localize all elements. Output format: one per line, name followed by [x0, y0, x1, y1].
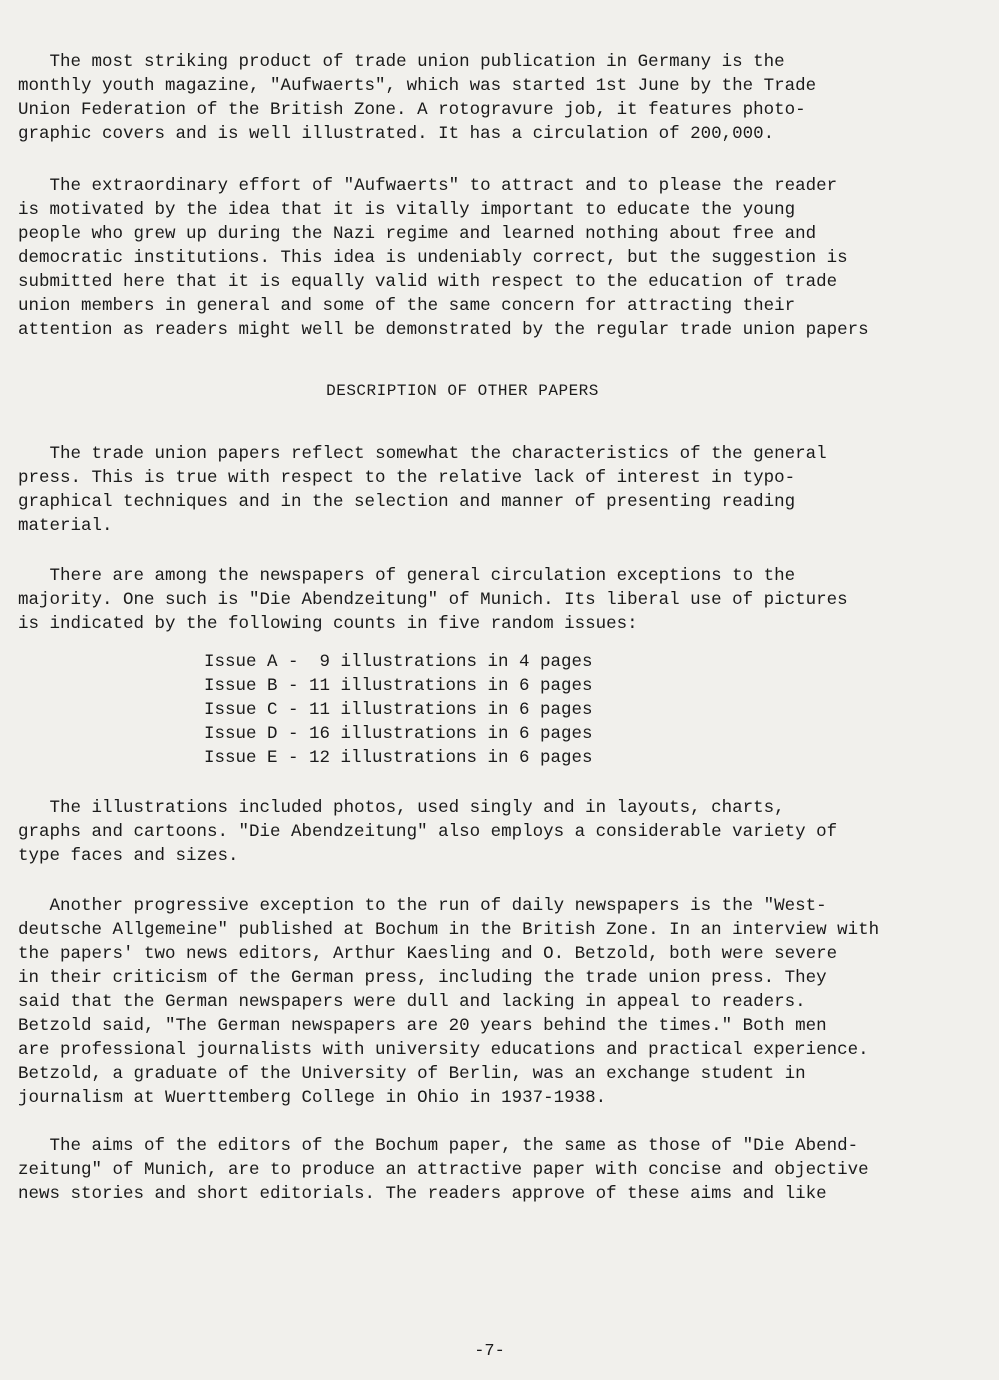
issue-list-item: Issue D - 16 illustrations in 6 pages — [204, 724, 593, 744]
paragraph-illustrations: The illustrations included photos, used singly and in layouts, charts, graphs and cartoons. "Die Abendzeitung" also employs a considerable variety of type faces and sizes. — [18, 798, 838, 866]
paragraph-bochum-aims: The aims of the editors of the Bochum paper, the same as those of "Die Abend- zeitung" of Munich, are to produce an attractive paper with concise and objective news stories and short editorials. The readers approve of these aims and like — [18, 1136, 869, 1204]
issue-list-item: Issue A - 9 illustrations in 4 pages — [204, 652, 593, 672]
page-number: -7- — [474, 1342, 505, 1361]
issue-list-item: Issue C - 11 illustrations in 6 pages — [204, 700, 593, 720]
paragraph-aufwaerts-intro: The most striking product of trade union publication in Germany is the monthly youth magazine, "Aufwaerts", which was started 1st June by the Trade Union Federation of the British Zone. A rotogravure job, it features photo- graphic covers and is well illustrated. It has a circulation of 200,000. — [18, 52, 817, 144]
issue-list-item: Issue E - 12 illustrations in 6 pages — [204, 748, 593, 768]
paragraph-trade-union-papers: The trade union papers reflect somewhat the characteristics of the general press. This is true with respect to the relative lack of interest in typo- graphical techniques and in the selection and manner of presenting reading material. — [18, 444, 827, 536]
issue-list-item: Issue B - 11 illustrations in 6 pages — [204, 676, 593, 696]
section-heading: DESCRIPTION OF OTHER PAPERS — [326, 382, 599, 400]
paragraph-abendzeitung: There are among the newspapers of general circulation exceptions to the majority. One such is "Die Abendzeitung" of Munich. Its liberal use of pictures is indicated by the following counts in five random issues: — [18, 566, 848, 634]
paragraph-aufwaerts-effort: The extraordinary effort of "Aufwaerts" to attract and to please the reader is motivated by the idea that it is vitally important to educate the young people who grew up during the Nazi regime and learned nothing about free and democratic institutions. This idea is undeniably correct, but the suggestion is submitted here that it is equally valid with respect to the education of trade union members in general and some of the same concern for attracting their attention as readers might well be demonstrated by the regular trade union papers — [18, 176, 869, 340]
issue-illustration-list — [204, 650, 981, 770]
paragraph-westdeutsche: Another progressive exception to the run of daily newspapers is the "West- deutsche Allgemeine" published at Bochum in the British Zone. In an interview with the papers' two news editors, Arthur Kaesling and O. Betzold, both were severe in their criticism of the German press, including the trade union press. They said that the German newspapers were dull and lacking in appeal to readers. Betzold said, "The German newspapers are 20 years behind the times." Both men are professional journalists with university educations and practical experience. Betzold, a graduate of the University of Berlin, was an exchange student in journalism at Wuerttemberg College in Ohio in 1937-1938. — [18, 896, 880, 1108]
